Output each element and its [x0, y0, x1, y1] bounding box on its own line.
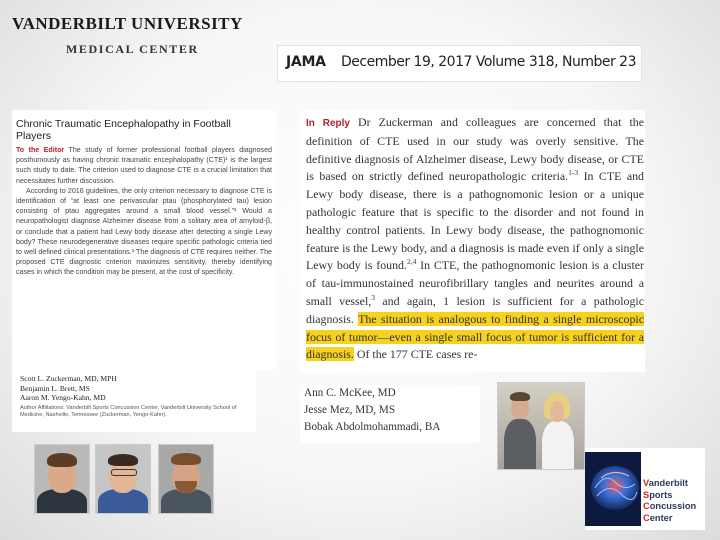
reference-superscript: 2,4 — [406, 257, 417, 267]
author-name: Aaron M. Yengo-Kahn, MD — [20, 393, 106, 402]
reply-segment: In CTE and Lewy body disease, there is a pathognomonic lesion or a unique pathologic feature that is specific to the disorder and not found in healthy control patients. In Lewy body disease, the pathognomonic feature is the Lewy body, and a diagnosis is made even if only a single Lewy body is found. — [306, 169, 645, 273]
brain-icon — [585, 452, 641, 526]
reply-signatures — [300, 385, 480, 443]
highlighted-passage: The situation is analogous to finding a single microscopic focus of tumor—even a single small focus of tumor is sufficient for a diagnosis. — [306, 311, 644, 362]
reply-segment: Of the 177 CTE cases re- — [353, 347, 478, 362]
journal-name: JAMA — [286, 54, 326, 70]
in-reply-label: In Reply — [306, 118, 350, 129]
vscc-text: Vanderbilt Sports Concussion Center — [643, 478, 697, 523]
to-editor-label: To the Editor — [16, 146, 65, 154]
in-reply-text — [300, 110, 645, 372]
reply-segment: Dr Zuckerman and colleagues are concerned that the definition of CTE used in our study was overly sensitive. The definitive diagnosis of Alzheimer disease, Lewy body disease, or CTE is based on strictly defined neuropathologic criteria. — [306, 115, 644, 184]
journal-header — [277, 45, 642, 82]
reply-segment: In CTE, the pathognomonic lesion is a cluster of tau-immunostained neurofibrillary tangles and neurites around a small vessel, — [306, 258, 644, 308]
vanderbilt-logo — [12, 12, 252, 62]
reference-superscript: 3 — [371, 293, 375, 302]
reply-segment: and again, 1 lesion is sufficient for a pathologic diagnosis. — [306, 293, 644, 326]
reference-superscript: 1-3 — [568, 168, 579, 178]
author-name: Benjamin L. Brett, MS — [20, 383, 90, 393]
signature-name: Jesse Mez, MD, MS — [304, 404, 396, 416]
letter-para-1: The study of former professional football players diagnosed posthumously as having chronic traumatic encephalopathy (CTE)¹ is the largest such study to date. The criterion used to diagnose CTE is a crucial limitation that necessitates further discussion. — [16, 146, 272, 185]
signature-name: Bobak Abdolmohammadi, BA — [304, 421, 441, 433]
authors-photo — [497, 382, 585, 470]
headshot-photo — [158, 444, 214, 514]
author-affiliation: Author Affiliations: Vanderbilt Sports Concussion Center, Vanderbilt University School of Medicine, Nashville, Tennessee (Zuckerman, Yengo-Kahn). — [20, 404, 237, 418]
journal-issue: December 19, 2017 Volume 318, Number 23 — [341, 54, 636, 70]
letter-body — [16, 145, 272, 278]
vscc-logo — [585, 448, 705, 530]
letter-para-2: According to 2016 guidelines, the only criterion necessary to diagnose CTE is identification of “at least one perivascular ptau (phosphorylated tau) lesion consisting of ptau aggregates around a small blood vessel.”² Would a neuropathologist diagnose Alzheimer disease from a solitary area of amyloid-β, or conclude that a patient had Lewy body disease after detecting a single Lewy body? These neurodegenerative diseases require specific pathologic criteria tied to well defined clinical presentations.³ The diagnosis of CTE requires neither. The proposed CTE diagnostic criterion maximizes sensitivity, thereby identifying cases in which the condition may be present, at the cost of specificity. — [16, 186, 272, 277]
letter-authors — [12, 370, 256, 432]
logo-line2: MEDICAL CENTER — [66, 42, 199, 56]
signature-name: Ann C. McKee, MD — [304, 387, 396, 399]
headshot-photo — [95, 444, 151, 514]
letter-to-editor — [12, 110, 276, 370]
author-name: Scott L. Zuckerman, MD, MPH — [20, 374, 117, 383]
logo-line1: VANDERBILT UNIVERSITY — [12, 14, 243, 33]
letter-title: Chronic Traumatic Encephalopathy in Football Players — [16, 118, 231, 142]
headshot-photo — [34, 444, 90, 514]
